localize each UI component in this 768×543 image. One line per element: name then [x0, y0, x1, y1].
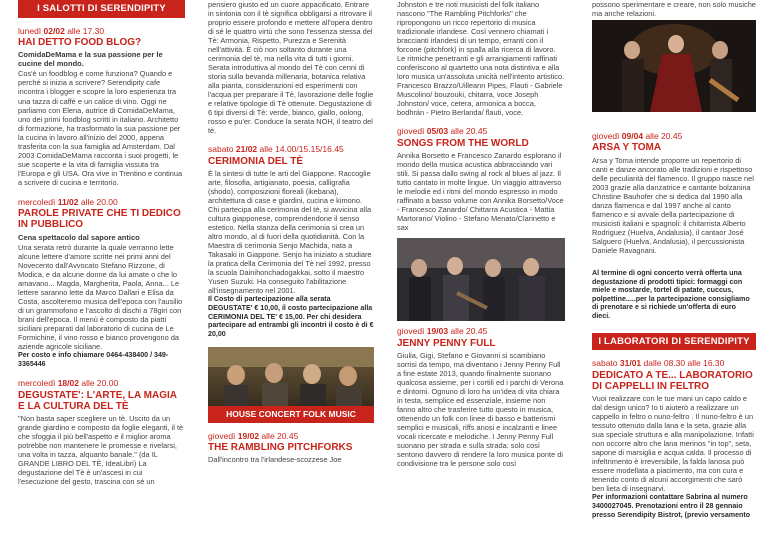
event-time: alle 20.45 [645, 131, 683, 141]
event-time: dalle 08.30 alle 16.30 [643, 358, 725, 369]
flamenco-photo [592, 20, 756, 112]
event-time: alle 20.00 [81, 378, 119, 389]
event-date [397, 126, 565, 136]
column-2 [208, 0, 374, 543]
event-day: mercoledì 18/02 [18, 378, 79, 389]
event-date [18, 197, 185, 207]
event-day: sabato 21/02 [208, 144, 258, 155]
event-description: Una serata retrò durante la quale verranno lette alcune lettere d'amore scritte nei primi anni del Novecento dall'Avvocato Stefano Rizzone, di Modica, e da alcune donne da lui amate o che lo amavano... Magda, Margherita, Paola, Anna... Le lettere saranno lette da Marco Dallari e Elisa da Costa, ascolteremo musica dell'epoca con l'ausilio di un grammofono e l'ascolto di dischi a 78giri con brani dell'epoca. Il menù è composto da piatti siciliani preparati dal laboratorio di cucina de Le Formichine, il vino rosso e bianco provengono da aziende agricole siciliane. [18, 242, 183, 352]
event-date [592, 131, 756, 141]
event-date [18, 378, 185, 388]
event-contact: Per costo e info chiamare 0464-438400 / 349-3365446 [18, 351, 169, 368]
event-description: Cos'è un foodblog e come funziona? Quando e perché si inizia a scrivere? Serendipity cafe incontra i blogger e scopre la loro esperienza tra una tazza di caffè e un calice di vino. Oggi ne parliamo con Elena, autrice di ComidaDeMama, uno dei primi foodblog scritti in italiano. Architetto di formazione, ha trasformato la sua passione per la cucina in lavoro all'inizio del 2000, appena trasferita con la sua famiglia ad Amsterdam. Dal 2003 ComidaDeMama racconta i suoi progetti, le sue scoperte e la vita di famiglia vissuta tra l'Europa e gli USA. Ora vive in Trentino e continua a scrivere di cucina e territorio. [18, 69, 183, 187]
event-title: JENNY PENNY FULL [397, 337, 496, 349]
event-date [592, 358, 756, 368]
laboratori-banner: I LABORATORI DI SERENDIPITY [592, 333, 756, 351]
event-description-continued: Johnston e tre noti musicisti del folk italiano nascono "The Rambling Pitchforks" che ripropongono un ricco repertorio di musica tradizionale irlandese. Così vennero chiamati i braccianti irlandesi di un tempo, erranti con il forcone (pitchfork) in spalla alla ricerca di lavoro. Le ritmiche penetranti e gli arrangiamenti raffinati conferiscono al quartetto una nota distintiva e alla loro musica un'assoluta unicità nell'intento artistico. Francesco Brazzo/Uilleann Pipes, Flauti - Gabriele Muscolino/ bouzouki, chitarra, voce Joseph Johnston/ voce, cetera, armonica a bocca, bodhrán - Pietro Berlanda/ flauti, voce. [397, 0, 565, 118]
event-subtitle: Cena spettacolo dal sapore antico [18, 232, 140, 242]
column-1 [18, 0, 185, 543]
band-photo-image [397, 238, 565, 321]
column-4-top [592, 0, 756, 112]
event-day: lunedì 02/02 [18, 25, 65, 36]
event-description-continued: possono sperimentare e creare, non solo musiche ma anche relazioni. [592, 0, 756, 19]
event-subtitle: ComidaDeMama e la sua passione per le cucine del mondo. [18, 50, 163, 69]
event-title: THE RAMBLING PITCHFORKS [208, 442, 353, 454]
event-title: SONGS FROM THE WORLD [397, 137, 529, 149]
event-description-continued: pensiero giusto ed un cuore appacificato. Entrare in sintonia con il tè significa obbligarsi a ritrovare il proprio essere profondo e mettere all'opera dentro di sé le quattro virtù che sono l'essenza stessa del Tè: Armonia, Rispetto, Purezza e Serenità nell'attività. È ciò non soltanto durante una cerimonia del tè, ma nella vita di tutti i giorni. Serata introduttiva al mondo del Tè con cenni di storia sulla bevanda millenaria, botanica relativa alla pianta, considerazioni ed esperimenti con l'acqua per preparare il Tè, lavorazione delle foglie e relative tipologie di Tè ottenute. Degustazione di 6 tipi diversi di Tè: verde, bianco, giallo, oolong, rosso e pu'er. Conduce la serata NOH, il teatro del tè. [208, 0, 374, 136]
event-pricing: Il Costo di partecipazione alla serata DEGUSTATE' € 10,00, il costo partecipazione alla CERIMONIA DEL TE' € 15,00. Per chi desidera partecipare ad entrambi gli incontri il costo è di € 20,00 [208, 295, 374, 339]
event-day: giovedì 09/04 [592, 131, 644, 141]
event-title: DEGUSTATE': L'ARTE, LA MAGIA E LA CULTURA DEL TÈ [18, 389, 177, 412]
event-description: Arsa y Toma intende proporre un repertorio di canti e danze ancorato alle tradizioni e rispettoso delle peculiarità del flamenco. Il gruppo nasce nel 2003 grazie alla danzatrice e cantante bolzanina Christine Bauhofer che si dedica dal 1990 alla danza flamenca e dal 1997 anche al canto flamenco e si avvale della partecipazione di musicisti italiani e spagnoli: il chitarrista Alberto Rodriguez (Huelva, Andalusia), il cantaor José Salguero (Huelva, Andalusia), il percussionista Daniele Ravagnani. [592, 155, 754, 255]
event-title: CERIMONIA DEL TÈ [208, 155, 304, 167]
event-date [18, 26, 185, 36]
event-time: alle 20.45 [261, 430, 299, 441]
photo-caption: HOUSE CONCERT FOLK MUSIC [208, 406, 374, 422]
tasting-note: Al termine di ogni concerto verrà offerta una degustazione di prodotti tipici: formaggi con miele e mostarde, tortel di patate, cuccus, polpettine.....per la partecipazione consigliamo di prenotare e si richiede un'offerta di euro dieci. [592, 268, 750, 321]
event-day: sabato 31/01 [592, 358, 642, 369]
event-description: Giulia, Gigi, Stefano e Giovanni si scambiano sorrisi da tempo, ma diventano i Jenny Penny Full a fine estate 2013, quando finalmente suonano qualcosa assieme, per i cortili ed i parchi di Verona e dintorni. Ognuno di loro ha un'idea di vita chiara in testa, semplice ed essenziale, insieme non fanno altro che trasferire tutto questo in musica, ottenendo un folk con linee di basso e batterismi semplici e musicali, riffs anosi e incalzanti e linee vocali ricercate e melodiche. I Jenny Penny Full suonano per strada e sulla strada: solo così sentono davvero di rendere la loro musica ponte di condivisione tra le persone solo così [397, 350, 564, 469]
event-description: Annika Borsetto e Francesco Zanardo esplorano il mondo della musica acustica abbracciando vari stili. Si passa dallo swing al rock al blues al jazz. Il tutto cantato in molte lingue. Un viaggio attraverso le melodie ed i ritmi del mondo espresso in modo raffinato a basso volume con Annika Borsetto/Voce - Francesco Zanardo/ Chittarra Acustica - Mattia Martorano/ Violino - Stefano Menato/Clarinetto e sax [397, 150, 564, 233]
event-day: giovedì 19/03 [397, 326, 449, 337]
event-description: Dall'incontro tra l'irlandese-scozzese Joe [208, 455, 342, 465]
event-day: giovedì 19/02 [208, 430, 260, 441]
event-title: DEDICATO A TE... LABORATORIO DI CAPPELLI IN FELTRO [592, 369, 753, 392]
event-day: giovedì 05/03 [397, 126, 449, 137]
concert-photo [208, 347, 374, 423]
event-time: alle 14.00/15.15/16.45 [259, 144, 344, 155]
event-date [397, 326, 565, 336]
column-4 [592, 0, 756, 543]
event-day: mercoledì 11/02 [18, 196, 79, 207]
event-contact: Per informazioni contattare Sabrina al numero 3400027045. Prenotazioni entro il 28 gennaio presso Serendipity Bistrot, (previo versamento [592, 493, 751, 519]
flamenco-photo-image [592, 20, 756, 112]
band-photo [397, 238, 565, 321]
event-time: alle 20.00 [80, 196, 118, 207]
event-time: alle 17.30 [67, 25, 105, 36]
event-description: Vuoi realizzare con le tue mani un capo caldo e dal design unico? Io ti aiuterò a realizzare un cappello in feltro o nuno-feltro . Il nuno-feltro è un tessuto ottenuto dalla lana e la seta, grazie alla sua speciale struttura e alla manipolazione. Infatti non occorre altro che lana merinos "in top", seta, sapone di marsiglia e acqua calda. Il processo di infeltrimento è irreversibile, la falda lanosa può essere modellata a piacimento, ma con cura e tenendo conto di alcuni accorgimenti che sarò ben lieta di insegnarvi. [592, 394, 754, 494]
column-3 [397, 0, 565, 543]
event-description: È la sintesi di tutte le arti del Giappone. Raccoglie arte, filosofia, artigianato, poesia, calligrafia (shodo), composizioni floreali (ikebana), architettura di case e giardini, cucina e kimono. Chi partecipa alla cerimonia del tè, si avvicina alla cultura giapponese, comprendendone il senso estetico. Nella stanza della cerimonia si crea un altro mondo, al di fuori della quotidianità. Con la Maestra di cerimonia Senjo Machida, nata a Takasaki in Giappone. Senjo ha iniziato a studiare la pratica della Cerimonia del Tè nel 1992, presso la scuola Dainihonchadogakkai, sotto il maestro Yusen Suzuki. Ha conseguito l'abilitazione all'insegnamento nel 2001. [208, 169, 372, 296]
event-title: PAROLE PRIVATE CHE TI DEDICO IN PUBBLICO [18, 208, 181, 231]
event-time: alle 20.45 [450, 326, 488, 337]
event-title: ARSA Y TOMA [592, 142, 662, 154]
event-title: HAI DETTO FOOD BLOG? [18, 36, 142, 48]
event-date [208, 431, 374, 441]
event-date [208, 144, 374, 154]
event-time: alle 20.45 [450, 126, 488, 137]
salotti-banner: I SALOTTI DI SERENDIPITY [18, 0, 185, 18]
event-description: "Non basta saper scegliere un tè. Uscito da un grande giardino e composto da foglie eleganti, il tè che sfoggia il più bell'aspetto e il miglior aroma potrebbe non mantenere le promesse e rivelarsi, una volta in tazza, alquanto banale." (da IL GRANDE LIBRO DEL TÈ, IdeaLibri) La degustazione del Tè è un'ascesi in cui l'esecuzione del gesto, trascina con sé un [18, 414, 184, 487]
